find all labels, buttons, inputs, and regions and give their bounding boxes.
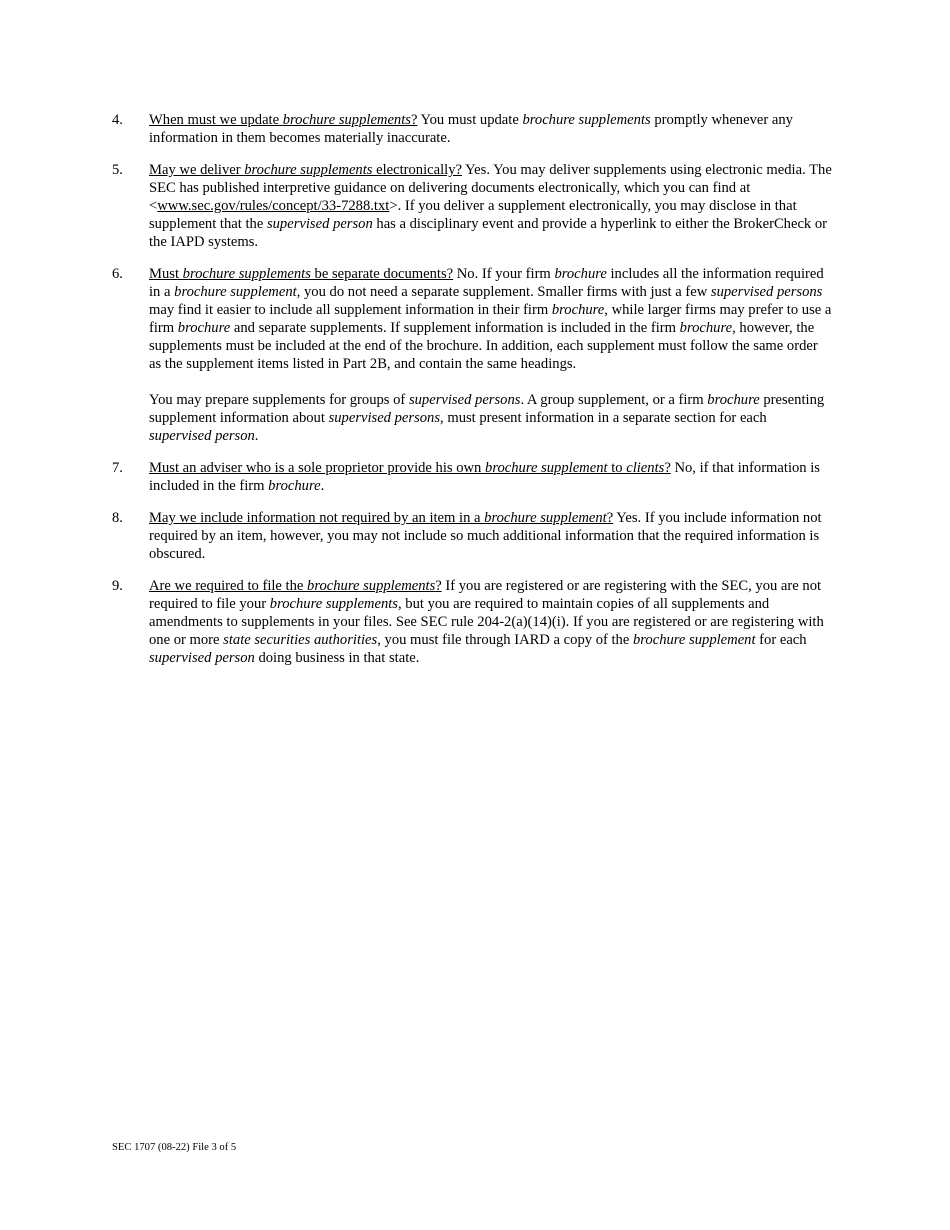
text-run: has a disciplinary event and provide a hyperlink to either the BrokerCheck or the IAPD systems. bbox=[149, 216, 828, 250]
item-paragraph-continued bbox=[149, 391, 832, 445]
italic-term: clients bbox=[626, 460, 665, 476]
text-run: ? bbox=[606, 510, 614, 526]
item-number: 7. bbox=[112, 460, 123, 476]
text-run: for each bbox=[755, 632, 807, 648]
item-paragraph bbox=[149, 265, 832, 373]
italic-term: supervised persons bbox=[710, 284, 823, 300]
faq-item bbox=[112, 509, 832, 563]
item-number: 5. bbox=[112, 162, 123, 178]
italic-term: brochure bbox=[554, 266, 607, 282]
text-run: . A group supplement, or a firm bbox=[520, 392, 708, 408]
item-paragraph bbox=[149, 509, 832, 563]
text-run: includes all the information required in a bbox=[149, 266, 824, 300]
text-run: You must update bbox=[417, 112, 523, 128]
italic-term: brochure supplement bbox=[484, 510, 607, 526]
item-body bbox=[149, 459, 832, 495]
text-run: doing business in that state. bbox=[254, 650, 420, 666]
italic-term: brochure supplement bbox=[174, 284, 297, 300]
italic-term: brochure bbox=[707, 392, 760, 408]
text-run: promptly whenever any information in them becomes materially inaccurate. bbox=[149, 112, 793, 146]
item-number: 4. bbox=[112, 112, 123, 128]
text-run: , you must file through IARD a copy of the bbox=[377, 632, 633, 648]
italic-term: brochure supplements bbox=[182, 266, 311, 282]
italic-term: brochure bbox=[177, 320, 231, 336]
text-run: and separate supplements. If supplement information is included in the firm bbox=[230, 320, 680, 336]
question bbox=[149, 460, 671, 476]
question bbox=[149, 510, 613, 526]
item-paragraph bbox=[149, 161, 832, 251]
text-run: electronically? bbox=[372, 162, 462, 178]
italic-term: supervised person bbox=[149, 428, 255, 444]
text-run: ? bbox=[410, 112, 418, 128]
text-run: to bbox=[607, 460, 627, 476]
text-run: Yes. You may deliver supplements using electronic media. The SEC has published interpretive guidance on delivering documents electronically, which you can find at < bbox=[149, 162, 832, 214]
question bbox=[149, 578, 442, 594]
text-run: If you are registered or are registering with the SEC, you are not required to file your bbox=[149, 578, 822, 612]
guidance-link[interactable]: www.sec.gov/rules/concept/33-7288.txt bbox=[157, 198, 390, 214]
text-run: , but you are required to maintain copies of all supplements and amendments to supplements in your files. See SEC rule 204-2(a)(14)(i). If you are registered or are registering with one or more bbox=[149, 596, 824, 648]
faq-item bbox=[112, 459, 832, 495]
text-run: ? bbox=[664, 460, 671, 476]
item-body bbox=[149, 111, 832, 147]
text-run: No. If your firm bbox=[453, 266, 555, 282]
italic-term: supervised persons bbox=[408, 392, 521, 408]
text-run: Must an adviser who is a sole proprietor provide his own bbox=[149, 460, 486, 476]
text-run: , must present information in a separate section for each bbox=[440, 410, 767, 426]
text-run: >. If you deliver a supplement electronically, you may disclose in that supplement that the bbox=[149, 198, 797, 232]
page-footer: SEC 1707 (08-22) File 3 of 5 bbox=[112, 1142, 237, 1153]
item-number: 9. bbox=[112, 578, 123, 594]
text-run: . bbox=[254, 428, 259, 444]
item-body bbox=[149, 509, 832, 563]
faq-item bbox=[112, 577, 832, 667]
text-run: ? bbox=[435, 578, 442, 594]
italic-term: brochure supplements bbox=[282, 112, 411, 128]
italic-term: state securities authorities bbox=[223, 632, 378, 648]
item-body bbox=[149, 577, 832, 667]
text-run: You may prepare supplements for groups of bbox=[149, 392, 409, 408]
text-run: , however, the supplements must be included at the end of the brochure. In addition, each supplement must follow the same order as the supplement items listed in Part 2B, and contain the same headings. bbox=[149, 320, 818, 372]
text-run: . bbox=[320, 478, 325, 494]
item-paragraph bbox=[149, 111, 832, 147]
question bbox=[149, 162, 462, 178]
text-run: May we include information not required by an item in a bbox=[149, 510, 485, 526]
text-run: Yes. If you include information not required by an item, however, you may not include so much additional information that the required information is obscured. bbox=[149, 510, 822, 562]
italic-term: brochure supplements bbox=[307, 578, 436, 594]
italic-term: brochure bbox=[679, 320, 733, 336]
italic-term: supervised person bbox=[266, 216, 373, 232]
item-paragraph bbox=[149, 577, 832, 667]
faq-list bbox=[112, 111, 832, 681]
text-run: Must bbox=[149, 266, 183, 282]
italic-term: brochure bbox=[268, 478, 321, 494]
italic-term: supervised person bbox=[149, 650, 255, 666]
text-run: presenting supplement information about bbox=[149, 392, 825, 426]
question bbox=[149, 112, 417, 128]
text-run: be separate documents? bbox=[310, 266, 454, 282]
item-body bbox=[149, 161, 832, 251]
text-run: may find it easier to include all supplement information in their firm bbox=[149, 302, 552, 318]
text-run: When must we update bbox=[149, 112, 283, 128]
item-body bbox=[149, 265, 832, 445]
italic-term: brochure bbox=[551, 302, 605, 318]
text-run: , while larger firms may prefer to use a firm bbox=[149, 302, 832, 336]
question bbox=[149, 266, 453, 282]
faq-item bbox=[112, 111, 832, 147]
item-number: 8. bbox=[112, 510, 123, 526]
text-run: , you do not need a separate supplement. Smaller firms with just a few bbox=[296, 284, 711, 300]
item-paragraph bbox=[149, 459, 832, 495]
italic-term: brochure supplement bbox=[632, 632, 756, 648]
faq-item bbox=[112, 161, 832, 251]
item-number: 6. bbox=[112, 266, 123, 282]
italic-term: brochure supplements bbox=[522, 112, 651, 128]
text-run: May we deliver bbox=[149, 162, 245, 178]
text-run: Are we required to file the bbox=[149, 578, 308, 594]
faq-item bbox=[112, 265, 832, 445]
italic-term: brochure supplement bbox=[485, 460, 608, 476]
italic-term: brochure supplements bbox=[244, 162, 373, 178]
italic-term: supervised persons bbox=[328, 410, 441, 426]
italic-term: brochure supplements bbox=[269, 596, 398, 612]
text-run: No, if that information is included in the firm bbox=[149, 460, 820, 494]
